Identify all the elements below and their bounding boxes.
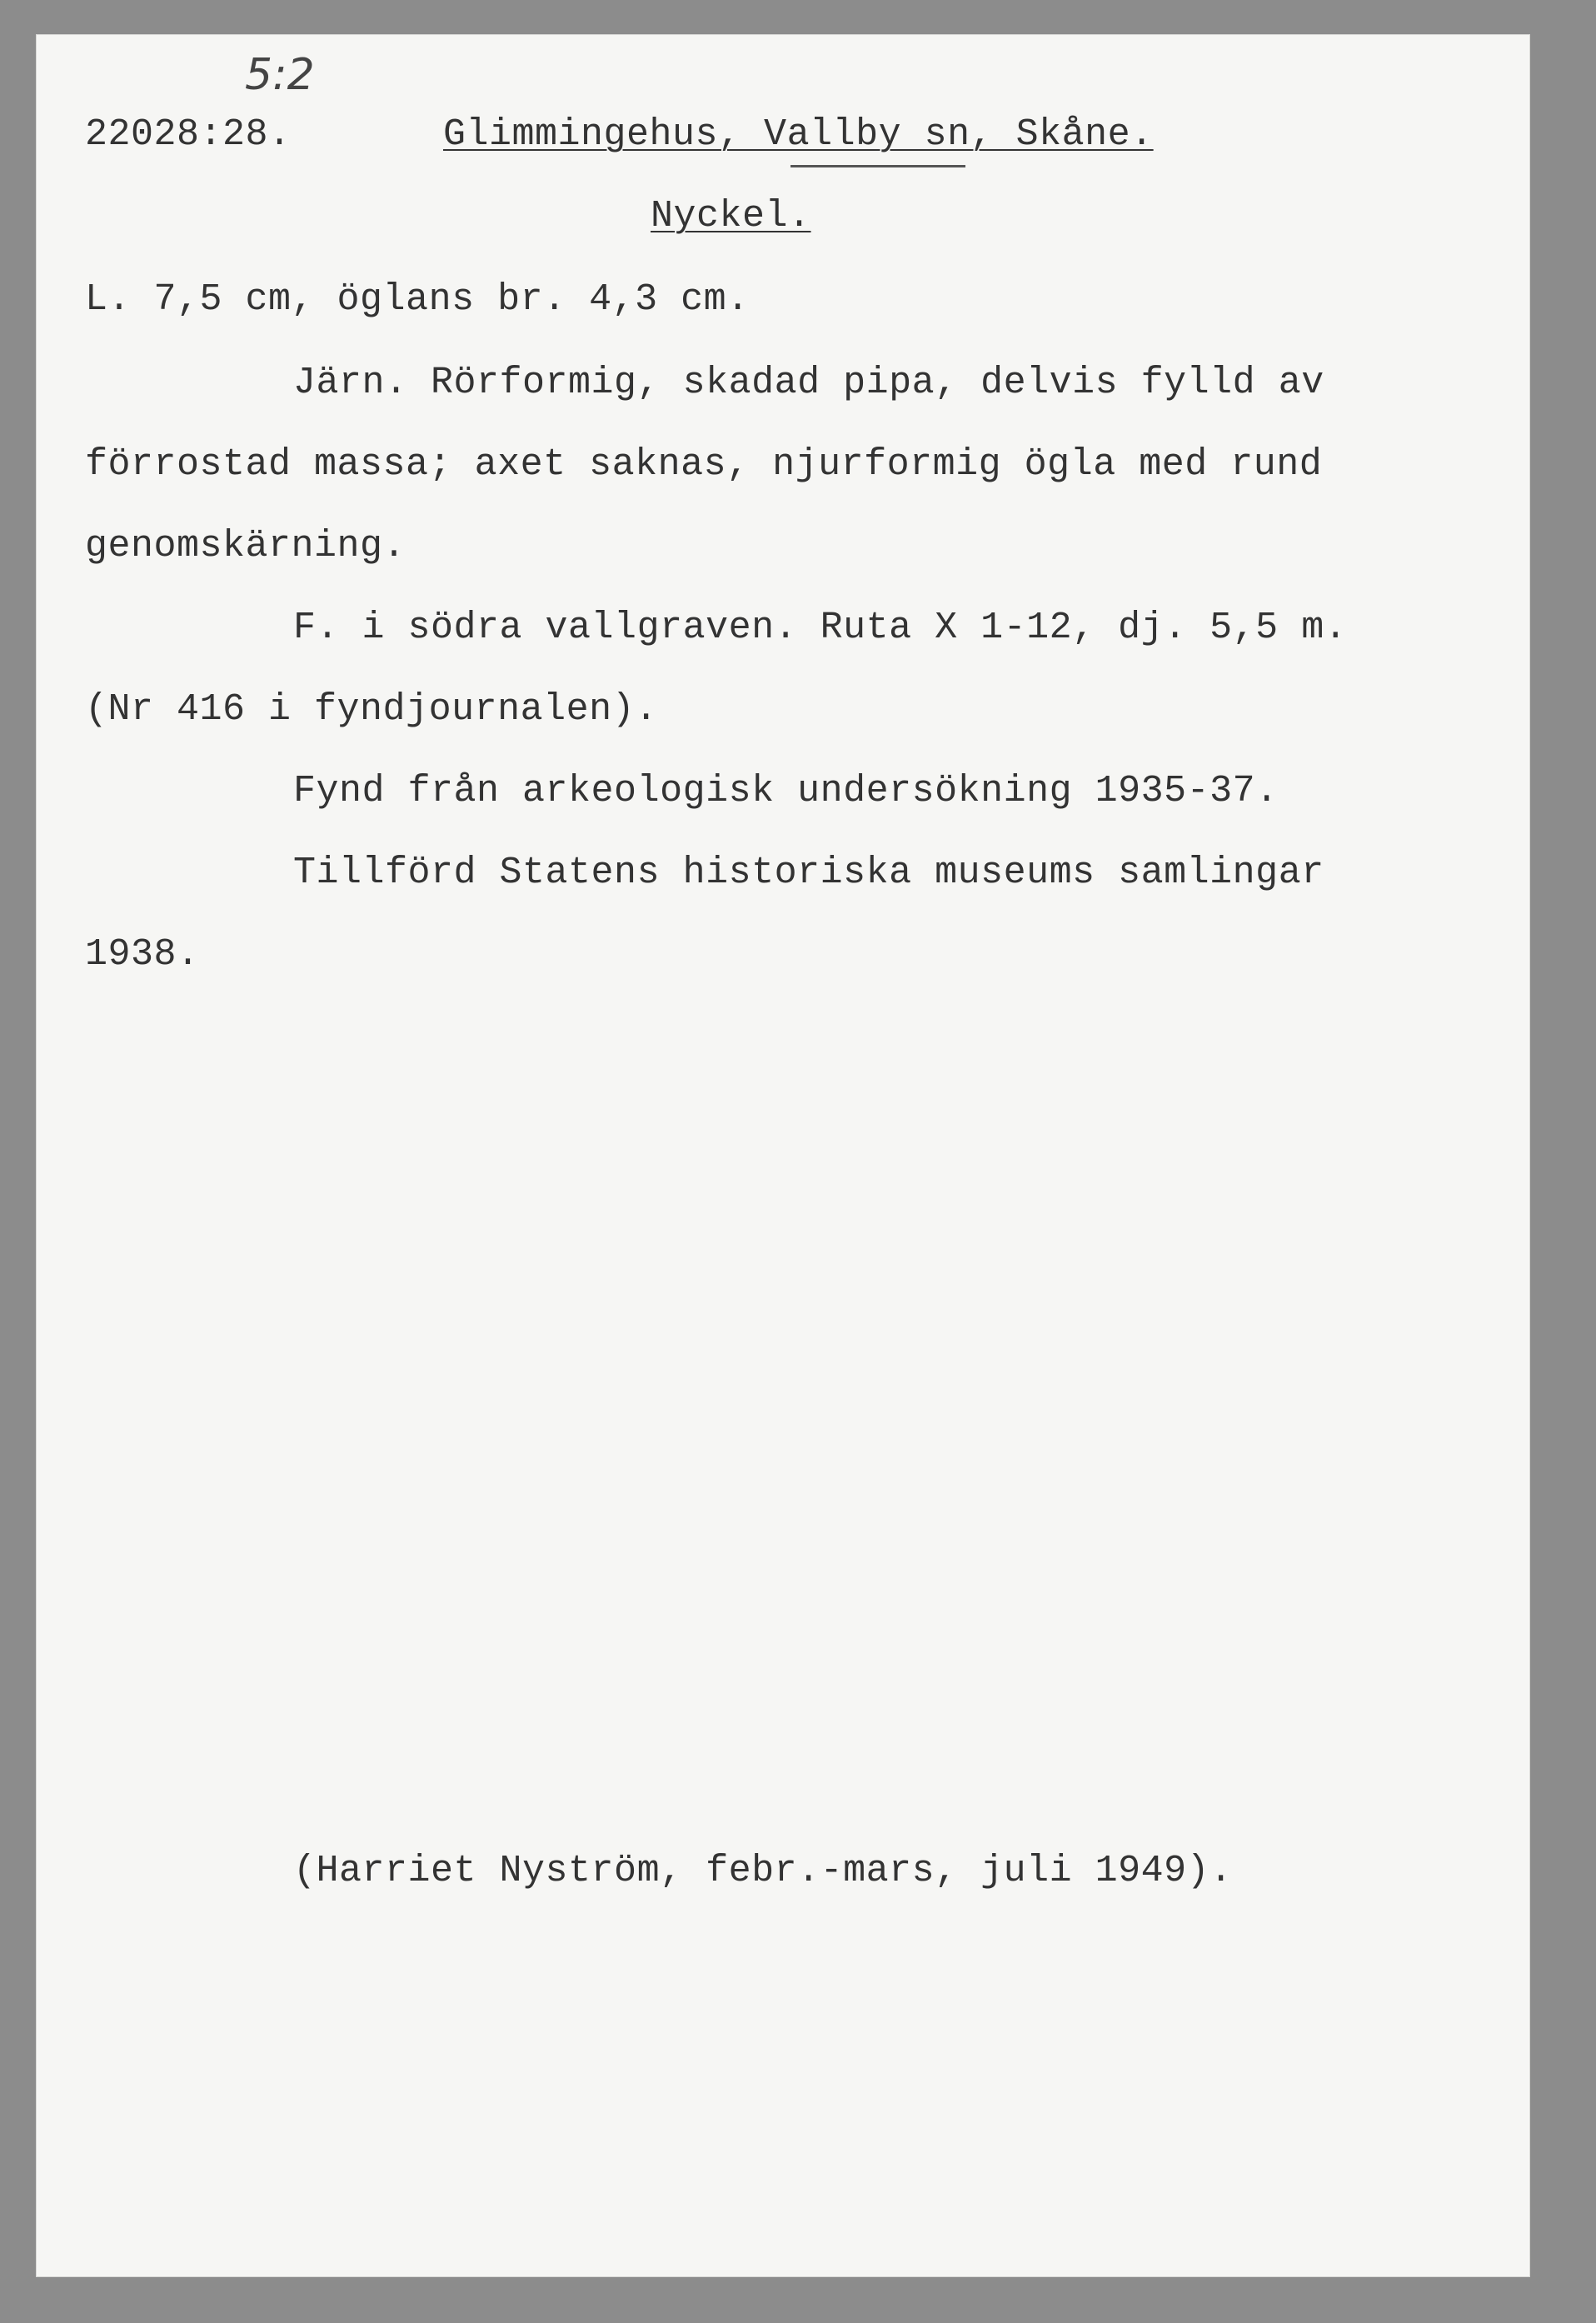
- dimensions-line: L. 7,5 cm, öglans br. 4,3 cm.: [85, 278, 750, 321]
- description-line-2: förrostad massa; axet saknas, njurformig ögla med rund: [85, 443, 1323, 486]
- catalog-number: 22028:28.: [85, 113, 292, 156]
- handwritten-mark: 5:2: [245, 50, 315, 100]
- signature-line: (Harriet Nyström, febr.-mars, juli 1949).: [293, 1850, 1233, 1892]
- description-line-1: Järn. Rörformig, skadad pipa, delvis fylld av: [293, 362, 1324, 404]
- description-line-3: genomskärning.: [85, 525, 406, 567]
- site-underline-mark: [791, 165, 965, 167]
- findspot-line-1: F. i södra vallgraven. Ruta X 1-12, dj. 5,5 m.: [293, 607, 1348, 649]
- catalog-card: [37, 35, 1529, 2276]
- acquisition-line-2: 1938.: [85, 933, 200, 976]
- excavation-line: Fynd från arkeologisk undersökning 1935-37.: [293, 770, 1279, 812]
- acquisition-line-1: Tillförd Statens historiska museums samlingar: [293, 852, 1324, 894]
- findspot-line-2: (Nr 416 i fyndjournalen).: [85, 688, 658, 731]
- object-title: Nyckel.: [651, 195, 811, 237]
- site-heading: Glimmingehus, Vallby sn, Skåne.: [443, 113, 1154, 156]
